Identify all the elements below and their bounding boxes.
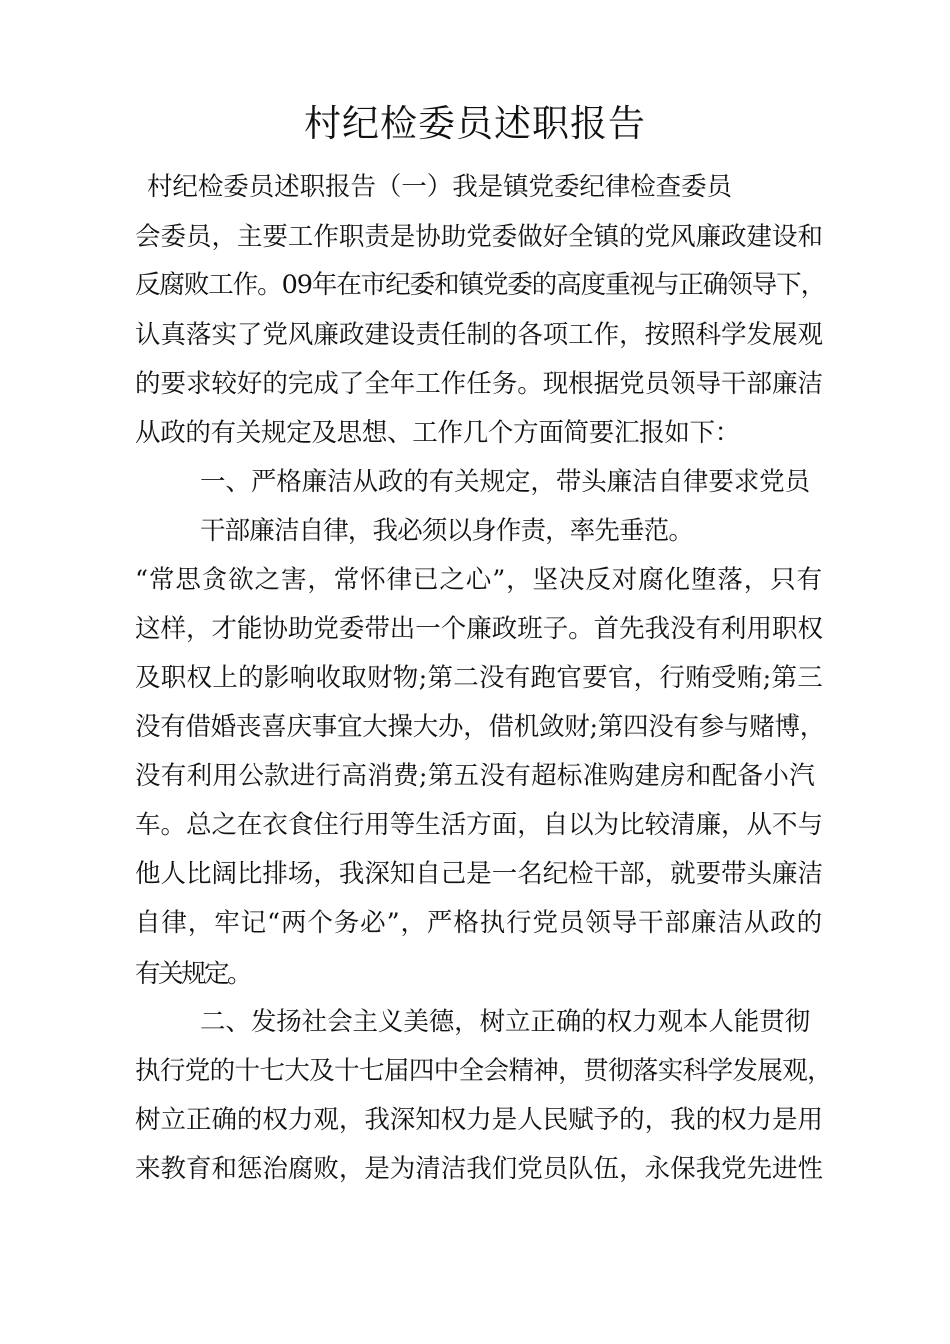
paragraph-line: 没有利用公款进行高消费;第五没有超标准购建房和配备小汽: [135, 761, 815, 791]
paragraph-line: 一、严格廉洁从政的有关规定，带头廉洁自律要求党员: [200, 467, 810, 497]
paragraph-line: 车。总之在衣食住行用等生活方面，自以为比较清廉，从不与: [135, 810, 823, 840]
paragraph-line: 这样，才能协助党委带出一个廉政班子。首先我没有利用职权: [135, 614, 823, 644]
paragraph-line: “常思贪欲之害，常怀律已之心”，坚决反对腐化堕落，只有: [135, 565, 823, 595]
paragraph-line: 反腐败工作。09年在市纪委和镇党委的高度重视与正确领导下，: [135, 270, 825, 300]
paragraph-line: 的要求较好的完成了全年工作任务。现根据党员领导干部廉洁: [135, 369, 823, 399]
paragraph-line: 没有借婚丧喜庆事宜大操大办，借机敛财;第四没有参与赌博，: [135, 712, 825, 742]
paragraph-line: 执行党的十七大及十七届四中全会精神，贯彻落实科学发展观，: [135, 1056, 832, 1086]
paragraph-line: 自律，牢记“两个务必”，严格执行党员领导干部廉洁从政的: [135, 908, 823, 938]
paragraph-line: 来教育和惩治腐败，是为清洁我们党员队伍，永保我党先进性: [135, 1154, 823, 1184]
paragraph-line: 从政的有关规定及思想、工作几个方面简要汇报如下：: [135, 418, 740, 448]
paragraph-line: 树立正确的权力观，我深知权力是人民赋予的，我的权力是用: [135, 1105, 823, 1135]
paragraph-line: 他人比阔比排场，我深知自己是一名纪检干部，就要带头廉洁: [135, 859, 823, 889]
paragraph-line: 及职权上的影响收取财物;第二没有跑官要官，行贿受贿;第三: [135, 663, 823, 693]
document-title: 村纪检委员述职报告: [304, 102, 646, 145]
paragraph-line: 有关规定。: [135, 959, 250, 989]
paragraph-line: 村纪检委员述职报告（一）我是镇党委纪律检查委员: [147, 172, 732, 202]
paragraph-line: 二、发扬社会主义美德，树立正确的权力观本人能贯彻: [200, 1007, 810, 1037]
paragraph-line: 认真落实了党风廉政建设责任制的各项工作，按照科学发展观: [135, 320, 823, 350]
paragraph-line: 会委员，主要工作职责是协助党委做好全镇的党风廉政建设和: [135, 222, 823, 252]
paragraph-line: 干部廉洁自律，我必须以身作责，率先垂范。: [200, 516, 693, 546]
